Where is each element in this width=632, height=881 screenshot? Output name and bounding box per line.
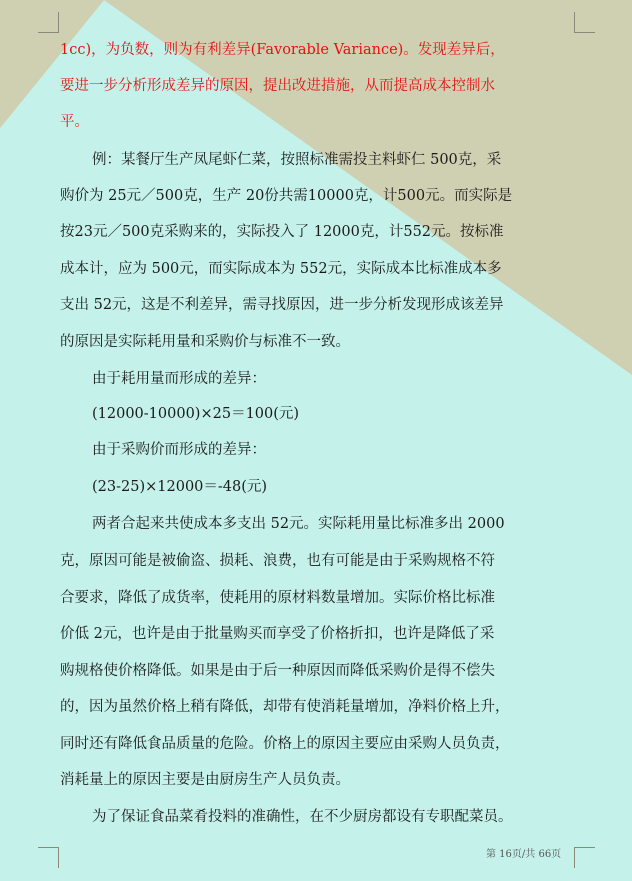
text-line: 由于采购价而形成的差异： — [92, 442, 266, 458]
text-line: 购价为 25元／500克，生产 20份共需10000克，计500元。而实际是 — [60, 188, 513, 204]
text-line: 例：某餐厅生产凤尾虾仁菜，按照标准需投主料虾仁 500克，采 — [92, 152, 502, 168]
text-line: 为了保证食品菜肴投料的准确性，在不少厨房都设有专职配菜员。 — [92, 809, 513, 825]
formula-line: (12000-10000)×25＝100(元) — [92, 406, 300, 422]
text-line: 支出 52元，这是不利差异，需寻找原因，进一步分析发现形成该差异 — [60, 297, 504, 313]
crop-mark-bottom-left — [38, 847, 59, 868]
text-line: 克，原因可能是被偷盗、损耗、浪费，也有可能是由于采购规格不符 — [60, 553, 495, 569]
text-line: 价低 2元，也许是由于批量购买而享受了价格折扣，也许是降低了采 — [60, 626, 495, 642]
text-line: 的，因为虽然价格上稍有降低，却带有使消耗量增加，净料价格上升， — [60, 699, 510, 715]
crop-mark-top-left — [38, 12, 59, 33]
text-line: 成本计，应为 500元，而实际成本为 552元，实际成本比标准成本多 — [60, 261, 502, 277]
text-line: 同时还有降低食品质量的危险。价格上的原因主要应由采购人员负责， — [60, 736, 510, 752]
text-line: 1cc)，为负数，则为有利差异(Favorable Variance)。发现差异后， — [60, 42, 505, 58]
text-line: 购规格使价格降低。如果是由于后一种原因而降低采购价是得不偿失 — [60, 663, 495, 679]
crop-mark-bottom-right — [574, 847, 595, 868]
formula-line: (23-25)×12000＝-48(元) — [92, 479, 268, 495]
text-line: 合要求，降低了成货率，使耗用的原材料数量增加。实际价格比标准 — [60, 590, 495, 606]
text-line: 平。 — [60, 114, 89, 130]
text-line: 消耗量上的原因主要是由厨房生产人员负责。 — [60, 772, 350, 788]
text-line: 由于耗用量而形成的差异： — [92, 371, 266, 387]
text-line: 按23元／500克采购来的，实际投入了 12000克，计552元。按标准 — [60, 224, 504, 240]
page-number: 第 16页/共 66页 — [486, 849, 562, 860]
crop-mark-top-right — [574, 12, 595, 33]
text-line: 两者合起来共使成本多支出 52元。实际耗用量比标准多出 2000 — [92, 516, 505, 532]
text-line: 要进一步分析形成差异的原因，提出改进措施，从而提高成本控制水 — [60, 78, 495, 94]
text-line: 的原因是实际耗用量和采购价与标准不一致。 — [60, 334, 350, 350]
